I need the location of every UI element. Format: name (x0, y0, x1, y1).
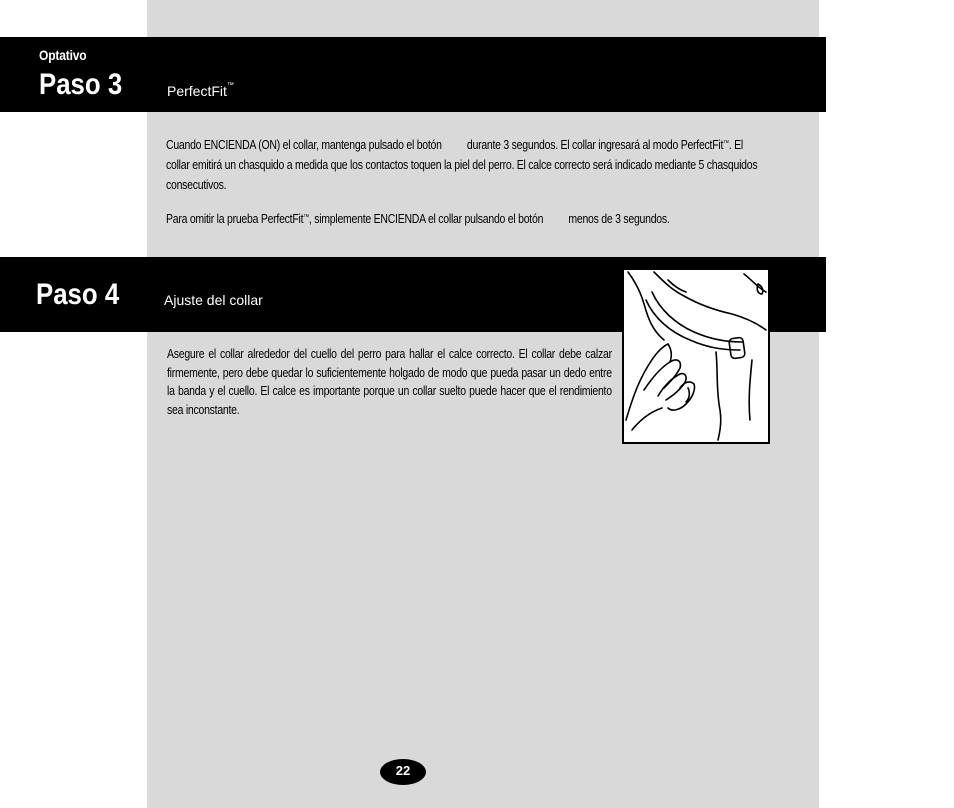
optional-label: Optativo (39, 47, 87, 63)
step3-title: Paso 3 (39, 68, 123, 101)
collar-drawing (624, 270, 768, 442)
p2-part3: menos de 3 segundos. (568, 212, 670, 226)
trademark-mark: ™ (226, 82, 234, 89)
page-number: 22 (380, 759, 426, 785)
p1-part1: Cuando ENCIENDA (ON) el collar, mantenga pulsado el botón (166, 138, 442, 152)
step3-paragraph-2 (166, 209, 768, 229)
step3-subtitle-text: PerfectFit (167, 83, 227, 99)
p2-part1: Para omitir la prueba PerfectFit (166, 212, 304, 226)
p1-part3: . El collar emitirá un chasquido a medida que los contactos toquen la piel del perro. El calce correcto será indicado mediante 5 chasquidos consecutivos. (166, 138, 758, 192)
step3-header (0, 37, 826, 112)
step3-subtitle (167, 83, 234, 99)
step4-subtitle: Ajuste del collar (164, 292, 263, 308)
step4-paragraph (167, 345, 612, 419)
trademark-mark: ™ (303, 214, 309, 221)
step3-paragraph-1 (166, 135, 768, 195)
p1-part2: durante 3 segundos. El collar ingresará al modo PerfectFit (466, 138, 724, 152)
p2-part2: , simplemente ENCIENDA el collar pulsando el botón (308, 212, 544, 226)
step4-paragraph-text: Asegure el collar alrededor del cuello del perro para hallar el calce correcto. El collar debe calzar firmemente, pero debe quedar lo suficientemente holgado de modo que pueda pasar un dedo entre la banda y el cuello. El calce es importante porque un collar suelto puede hacer que el rendimiento sea inconstante. (167, 347, 612, 417)
step4-title: Paso 4 (36, 278, 120, 311)
collar-fit-illustration (622, 268, 770, 444)
trademark-mark: ™ (723, 140, 729, 147)
